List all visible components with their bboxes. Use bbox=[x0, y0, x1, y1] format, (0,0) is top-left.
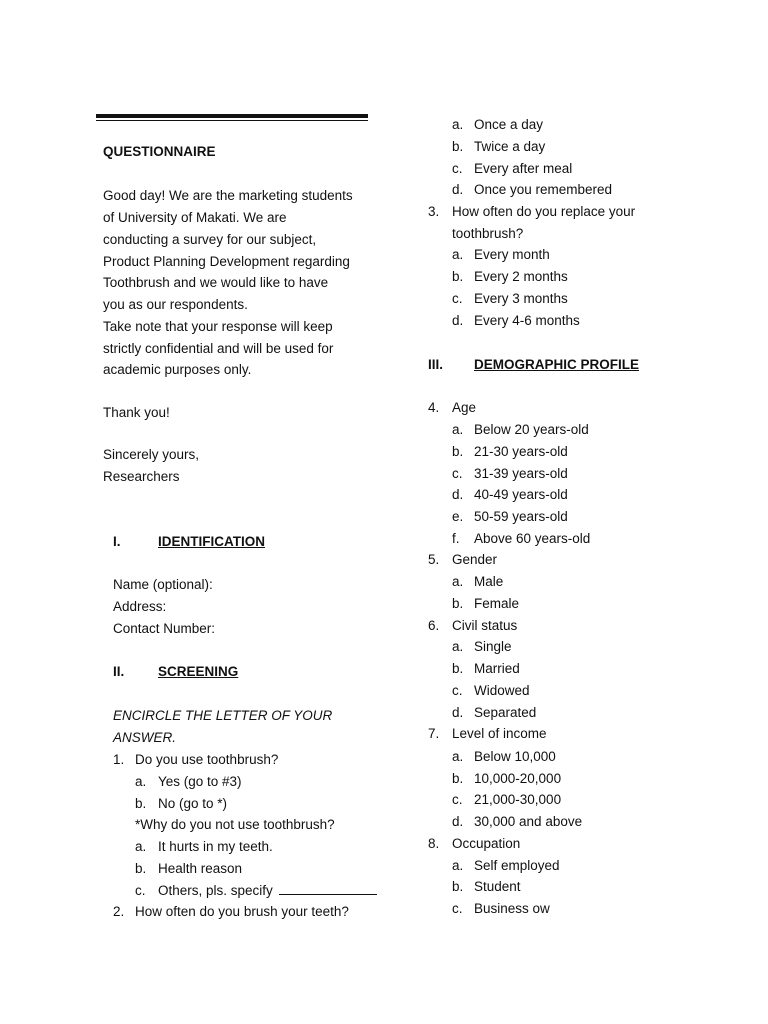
q2-number: 2. bbox=[113, 904, 125, 919]
section2-numeral: II. bbox=[113, 664, 125, 679]
instruction-line: ANSWER. bbox=[113, 730, 177, 745]
letter-line: Take note that your response will keep bbox=[103, 319, 333, 334]
letter-line: academic purposes only. bbox=[103, 362, 252, 377]
option-letter: a. bbox=[452, 574, 464, 589]
q2-text: How often do you brush your teeth? bbox=[135, 904, 349, 919]
option-letter: c. bbox=[452, 291, 463, 306]
option-text: Separated bbox=[474, 705, 537, 720]
address-field-label: Address: bbox=[113, 599, 167, 614]
option-text: Student bbox=[474, 879, 521, 894]
option-text: Every 2 months bbox=[474, 269, 568, 284]
option-text: Married bbox=[474, 661, 520, 676]
option-text: Business ow bbox=[474, 901, 550, 916]
option-text: 21-30 years-old bbox=[474, 444, 568, 459]
option-letter: d. bbox=[452, 313, 464, 328]
option-letter: b. bbox=[135, 861, 147, 876]
option-letter: c. bbox=[452, 901, 463, 916]
option-letter: a. bbox=[452, 422, 464, 437]
option-text: 10,000-20,000 bbox=[474, 771, 562, 786]
option-text: Single bbox=[474, 639, 512, 654]
q4-text: Age bbox=[452, 400, 477, 415]
q7-text: Level of income bbox=[452, 726, 547, 741]
letter-line: of University of Makati. We are bbox=[103, 210, 287, 225]
option-text: 30,000 and above bbox=[474, 814, 583, 829]
option-letter: f. bbox=[452, 531, 460, 546]
thanks-text: Thank you! bbox=[103, 405, 170, 420]
option-text: Female bbox=[474, 596, 520, 611]
letter-line: conducting a survey for our subject, bbox=[103, 232, 317, 247]
option-letter: d. bbox=[452, 705, 464, 720]
option-text: Once you remembered bbox=[474, 182, 613, 197]
option-text: 50-59 years-old bbox=[474, 509, 568, 524]
section3-heading: DEMOGRAPHIC PROFILE bbox=[474, 357, 640, 372]
letter-line: you as our respondents. bbox=[103, 297, 248, 312]
option-text: 21,000-30,000 bbox=[474, 792, 562, 807]
q3-text: How often do you replace your bbox=[452, 204, 636, 219]
option-letter: a. bbox=[452, 639, 464, 654]
q6-number: 6. bbox=[428, 618, 440, 633]
option-text: Every after meal bbox=[474, 161, 573, 176]
option-text: Once a day bbox=[474, 117, 544, 132]
option-letter: a. bbox=[452, 749, 464, 764]
q5-number: 5. bbox=[428, 552, 440, 567]
option-letter: c. bbox=[135, 883, 146, 898]
option-letter: b. bbox=[452, 879, 464, 894]
option-text: Male bbox=[474, 574, 504, 589]
option-text: 40-49 years-old bbox=[474, 487, 568, 502]
option-text: Every 4-6 months bbox=[474, 313, 580, 328]
option-text: 31-39 years-old bbox=[474, 466, 568, 481]
others-option bbox=[158, 882, 377, 900]
option-text: Others, pls. specify bbox=[158, 883, 273, 898]
option-letter: d. bbox=[452, 487, 464, 502]
header-rule-thick bbox=[96, 114, 368, 118]
q3-text: toothbrush? bbox=[452, 226, 524, 241]
option-text: No (go to *) bbox=[158, 796, 228, 811]
option-letter: b. bbox=[452, 596, 464, 611]
option-letter: c. bbox=[452, 466, 463, 481]
letter-line: Good day! We are the marketing students bbox=[103, 188, 353, 203]
letter-line: Product Planning Development regarding bbox=[103, 254, 350, 269]
q4-number: 4. bbox=[428, 400, 440, 415]
option-letter: c. bbox=[452, 161, 463, 176]
specify-blank-line[interactable] bbox=[279, 882, 377, 895]
option-text: Every month bbox=[474, 247, 550, 262]
option-letter: a. bbox=[452, 247, 464, 262]
q1-text: Do you use toothbrush? bbox=[135, 752, 279, 767]
option-text: It hurts in my teeth. bbox=[158, 839, 273, 854]
option-text: Health reason bbox=[158, 861, 243, 876]
q8-text: Occupation bbox=[452, 836, 521, 851]
section2-heading: SCREENING bbox=[158, 664, 239, 679]
option-letter: b. bbox=[452, 269, 464, 284]
q3-number: 3. bbox=[428, 204, 440, 219]
option-text: Below 20 years-old bbox=[474, 422, 589, 437]
questionnaire-title: QUESTIONNAIRE bbox=[103, 144, 216, 159]
option-text: Above 60 years-old bbox=[474, 531, 591, 546]
section1-heading: IDENTIFICATION bbox=[158, 534, 265, 549]
option-letter: c. bbox=[452, 792, 463, 807]
q5-text: Gender bbox=[452, 552, 498, 567]
instruction-line: ENCIRCLE THE LETTER OF YOUR bbox=[113, 708, 333, 723]
name-field-label: Name (optional): bbox=[113, 577, 213, 592]
closing-text: Sincerely yours, bbox=[103, 447, 200, 462]
option-text: Twice a day bbox=[474, 139, 546, 154]
option-letter: a. bbox=[452, 117, 464, 132]
option-letter: b. bbox=[135, 796, 147, 811]
q1-followup: *Why do you not use toothbrush? bbox=[135, 817, 335, 832]
header-rule bbox=[96, 114, 368, 121]
option-letter: e. bbox=[452, 509, 464, 524]
section1-numeral: I. bbox=[113, 534, 121, 549]
option-letter: a. bbox=[452, 858, 464, 873]
section3-numeral: III. bbox=[428, 357, 444, 372]
header-rule-thin bbox=[96, 120, 368, 121]
letter-line: strictly confidential and will be used for bbox=[103, 341, 334, 356]
option-text: Self employed bbox=[474, 858, 560, 873]
option-letter: b. bbox=[452, 661, 464, 676]
option-letter: c. bbox=[452, 683, 463, 698]
signature-text: Researchers bbox=[103, 469, 180, 484]
option-text: Below 10,000 bbox=[474, 749, 556, 764]
q8-number: 8. bbox=[428, 836, 440, 851]
option-letter: a. bbox=[135, 839, 147, 854]
option-letter: d. bbox=[452, 182, 464, 197]
option-text: Widowed bbox=[474, 683, 530, 698]
option-text: Yes (go to #3) bbox=[158, 774, 242, 789]
letter-line: Toothbrush and we would like to have bbox=[103, 275, 329, 290]
option-letter: d. bbox=[452, 814, 464, 829]
option-letter: b. bbox=[452, 444, 464, 459]
q6-text: Civil status bbox=[452, 618, 518, 633]
q1-number: 1. bbox=[113, 752, 125, 767]
option-letter: a. bbox=[135, 774, 147, 789]
option-letter: b. bbox=[452, 139, 464, 154]
q7-number: 7. bbox=[428, 726, 440, 741]
option-text: Every 3 months bbox=[474, 291, 568, 306]
contact-number-field-label: Contact Number: bbox=[113, 621, 216, 636]
option-letter: b. bbox=[452, 771, 464, 786]
